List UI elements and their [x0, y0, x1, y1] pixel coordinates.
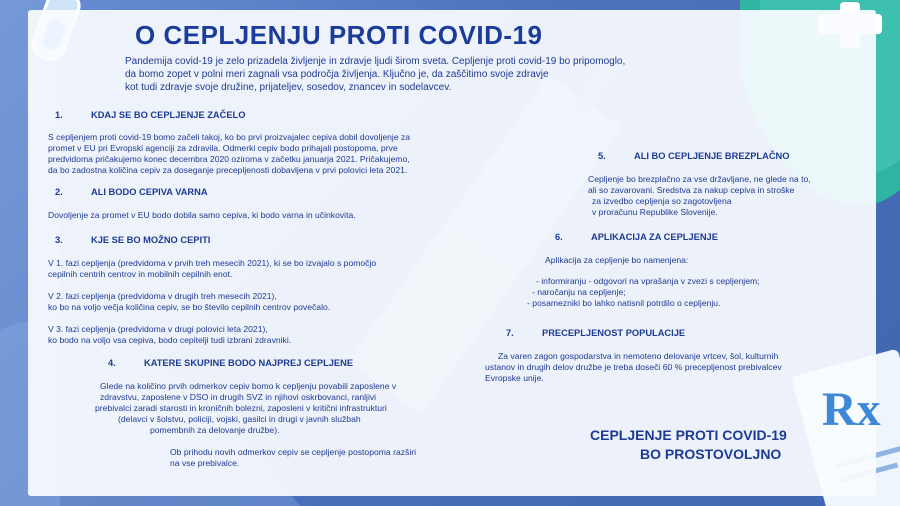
section-7-text: ustanov in drugih delov družbe je treba doseči 60 % precepljenost prebivalcev	[485, 362, 782, 372]
intro-line-1: Pandemija covid-19 je zelo prizadela življenje in zdravje ljudi širom sveta. Cepljenje proti covid-19 bo pripomoglo,	[125, 56, 626, 67]
section-3-text: V 3. fazi cepljenja (predvidoma v drugi polovici leta 2021),	[48, 324, 268, 334]
intro-line-2: da bomo zopet v polni meri zagnali vsa področja življenja. Ključno je, da zaščitimo svoje zdravje	[125, 69, 549, 80]
section-3-text: ko bo na voljo večja količina cepiv, se bo število cepilnih centrov povečalo.	[48, 302, 331, 312]
section-4-text: na vse prebivalce.	[170, 458, 240, 468]
section-7-text: Za varen zagon gospodarstva in nemoteno delovanje vrtcev, šol, kulturnih	[498, 351, 779, 361]
section-2-text: Dovoljenje za promet v EU bodo dobila samo cepiva, ki bodo varna in učinkovita.	[48, 210, 356, 220]
section-5-text: Cepljenje bo brezplačno za vse državljane, ne glede na to,	[588, 174, 811, 184]
section-4-text: Glede na količino prvih odmerkov cepiv bomo k cepljenju povabili zaposlene v	[100, 381, 397, 391]
section-1-heading: 1. KDAJ SE BO CEPLJENJE ZAČELO	[55, 110, 246, 120]
section-7-heading: 7. PRECEPLJENOST POPULACIJE	[506, 328, 686, 338]
section-1-text: promet v EU pri Evropski agenciji za zdravila. Odmerki cepiv bodo prihajali postopoma, prve	[48, 143, 398, 153]
section-4-text: pomembnih za delovanje družbe).	[150, 425, 280, 435]
section-4-text: Ob prihodu novih odmerkov cepiv se cepljenje postopoma razširi	[170, 447, 417, 457]
section-1-text: S cepljenjem proti covid-19 bomo začeli takoj, ko bo prvi proizvajalec cepiva dobil dovoljenje za	[48, 132, 411, 142]
section-4-text: zdravstvu, zaposlene v DSO in drugih SVZ in njihovi oskrbovanci, ranljivi	[100, 392, 377, 402]
section-4-text: prebivalci zaradi starosti in kroničnih bolezni, zaposleni v kritični infrastrukturi	[95, 403, 387, 413]
section-6-text: - informiranju - odgovori na vprašanja v zvezi s cepljenjem;	[536, 276, 760, 286]
closing-line-1: CEPLJENJE PROTI COVID-19	[590, 427, 787, 443]
section-5-heading: 5. ALI BO CEPLJENJE BREZPLAČNO	[598, 151, 790, 161]
section-7-text: Evropske unije.	[485, 373, 544, 383]
section-6-text: - posamezniki bo lahko natisnil potrdilo o cepljenju.	[527, 298, 721, 308]
section-5-text: v proračunu Republike Slovenije.	[592, 207, 718, 217]
section-6-text: - naročanju na cepljenje;	[532, 287, 626, 297]
section-5-text: za izvedbo cepljenja so zagotovljena	[592, 196, 732, 206]
section-4-heading: 4. KATERE SKUPINE BODO NAJPREJ CEPLJENE	[108, 358, 354, 368]
section-3-text: V 1. fazi cepljenja (predvidoma v prvih treh mesecih 2021), ki se bo izvajalo s pomočjo	[48, 258, 377, 268]
section-6-heading: 6. APLIKACIJA ZA CEPLJENJE	[555, 232, 718, 242]
section-1-text: da bo zadostna količina cepiv za doseganje precepljenosti dobavljena v prvi polovici leta 2021.	[48, 165, 408, 175]
section-4-text: (delavci v šolstvu, policiji, vojski, gasilci in drugi v javnih službah	[118, 414, 361, 424]
section-2-heading: 2. ALI BODO CEPIVA VARNA	[55, 187, 208, 197]
rx-icon	[812, 375, 882, 445]
section-6-text: Aplikacija za cepljenje bo namenjena:	[545, 255, 689, 265]
page-title: O CEPLJENJU PROTI COVID-19	[135, 20, 543, 50]
closing-line-2: BO PROSTOVOLJNO	[640, 446, 782, 462]
section-3-text: ko bodo na voljo vsa cepiva, bodo cepitelji tudi izbrani zdravniki.	[48, 335, 292, 345]
section-5-text: ali so zavarovani. Sredstva za nakup cepiva in stroške	[588, 185, 795, 195]
section-3-text: cepilnih centrih centrov in mobilnih cepilnih enot.	[48, 269, 233, 279]
section-3-text: V 2. fazi cepljenja (predvidoma v drugih treh mesecih 2021),	[48, 291, 277, 301]
intro-line-3: kot tudi zdravje svoje družine, prijateljev, sosedov, znancev in sodelavcev.	[125, 82, 452, 93]
svg-text:Rx: Rx	[822, 383, 881, 436]
section-3-heading: 3. KJE SE BO MOŽNO CEPITI	[55, 235, 211, 245]
section-1-text: predvidoma pričakujemo konec decembra 2020 oziroma v začetku januarja 2021. Pričakujemo,	[48, 154, 410, 164]
